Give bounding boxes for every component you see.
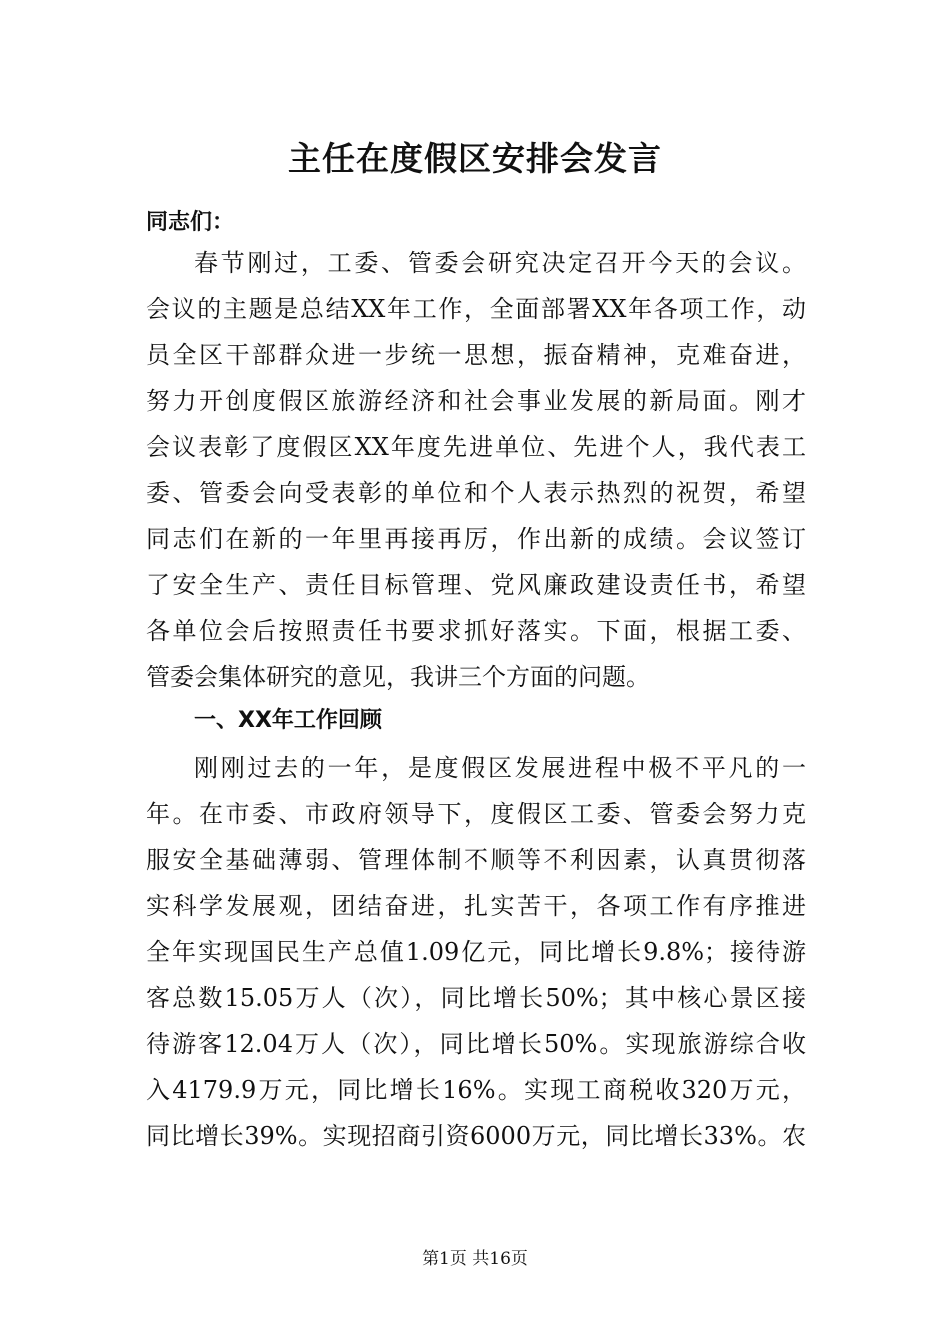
paragraph-line: 会议表彰了度假区XX年度先进单位、先进个人，我代表工 [146, 433, 806, 461]
section-heading: 一、XX年工作回顾 [194, 708, 382, 733]
paragraph-line: 年。在市委、市政府领导下，度假区工委、管委会努力克 [146, 800, 806, 828]
paragraph-line: 刚刚过去的一年，是度假区发展进程中极不平凡的一 [194, 754, 806, 782]
paragraph-line: 实科学发展观，团结奋进，扎实苦干，各项工作有序推进 [146, 892, 806, 920]
page-footer: 第1页 共16页 [422, 1249, 528, 1269]
paragraph-2 [146, 745, 806, 1159]
paragraph-line: 待游客12.04万人（次），同比增长50%。实现旅游综合收 [146, 1030, 806, 1058]
paragraph-line: 春节刚过，工委、管委会研究决定召开今天的会议。 [194, 249, 806, 277]
paragraph-line: 努力开创度假区旅游经济和社会事业发展的新局面。刚才 [146, 387, 806, 415]
paragraph-line: 入4179.9万元，同比增长16%。实现工商税收320万元， [146, 1076, 806, 1104]
paragraph-line: 同比增长39%。实现招商引资6000万元，同比增长33%。农 [146, 1122, 806, 1150]
paragraph-line: 了安全生产、责任目标管理、党风廉政建设责任书，希望 [146, 571, 806, 599]
paragraph-line: 会议的主题是总结XX年工作，全面部署XX年各项工作，动 [146, 295, 806, 323]
salutation: 同志们： [146, 210, 235, 235]
paragraph-line: 同志们在新的一年里再接再厉，作出新的成绩。会议签订 [146, 525, 806, 553]
paragraph-line: 全年实现国民生产总值1.09亿元，同比增长9.8%；接待游 [146, 938, 806, 966]
paragraph-line: 服安全基础薄弱、管理体制不顺等不利因素，认真贯彻落 [146, 846, 806, 874]
paragraph-1 [146, 240, 806, 700]
paragraph-line: 员全区干部群众进一步统一思想，振奋精神，克难奋进， [146, 341, 806, 369]
document-title: 主任在度假区安排会发言 [288, 139, 662, 178]
paragraph-line: 客总数15.05万人（次），同比增长50%；其中核心景区接 [146, 984, 806, 1012]
paragraph-line: 各单位会后按照责任书要求抓好落实。下面，根据工委、 [146, 617, 806, 645]
paragraph-line: 管委会集体研究的意见，我讲三个方面的问题。 [146, 663, 650, 691]
paragraph-line: 委、管委会向受表彰的单位和个人表示热烈的祝贺，希望 [146, 479, 806, 507]
